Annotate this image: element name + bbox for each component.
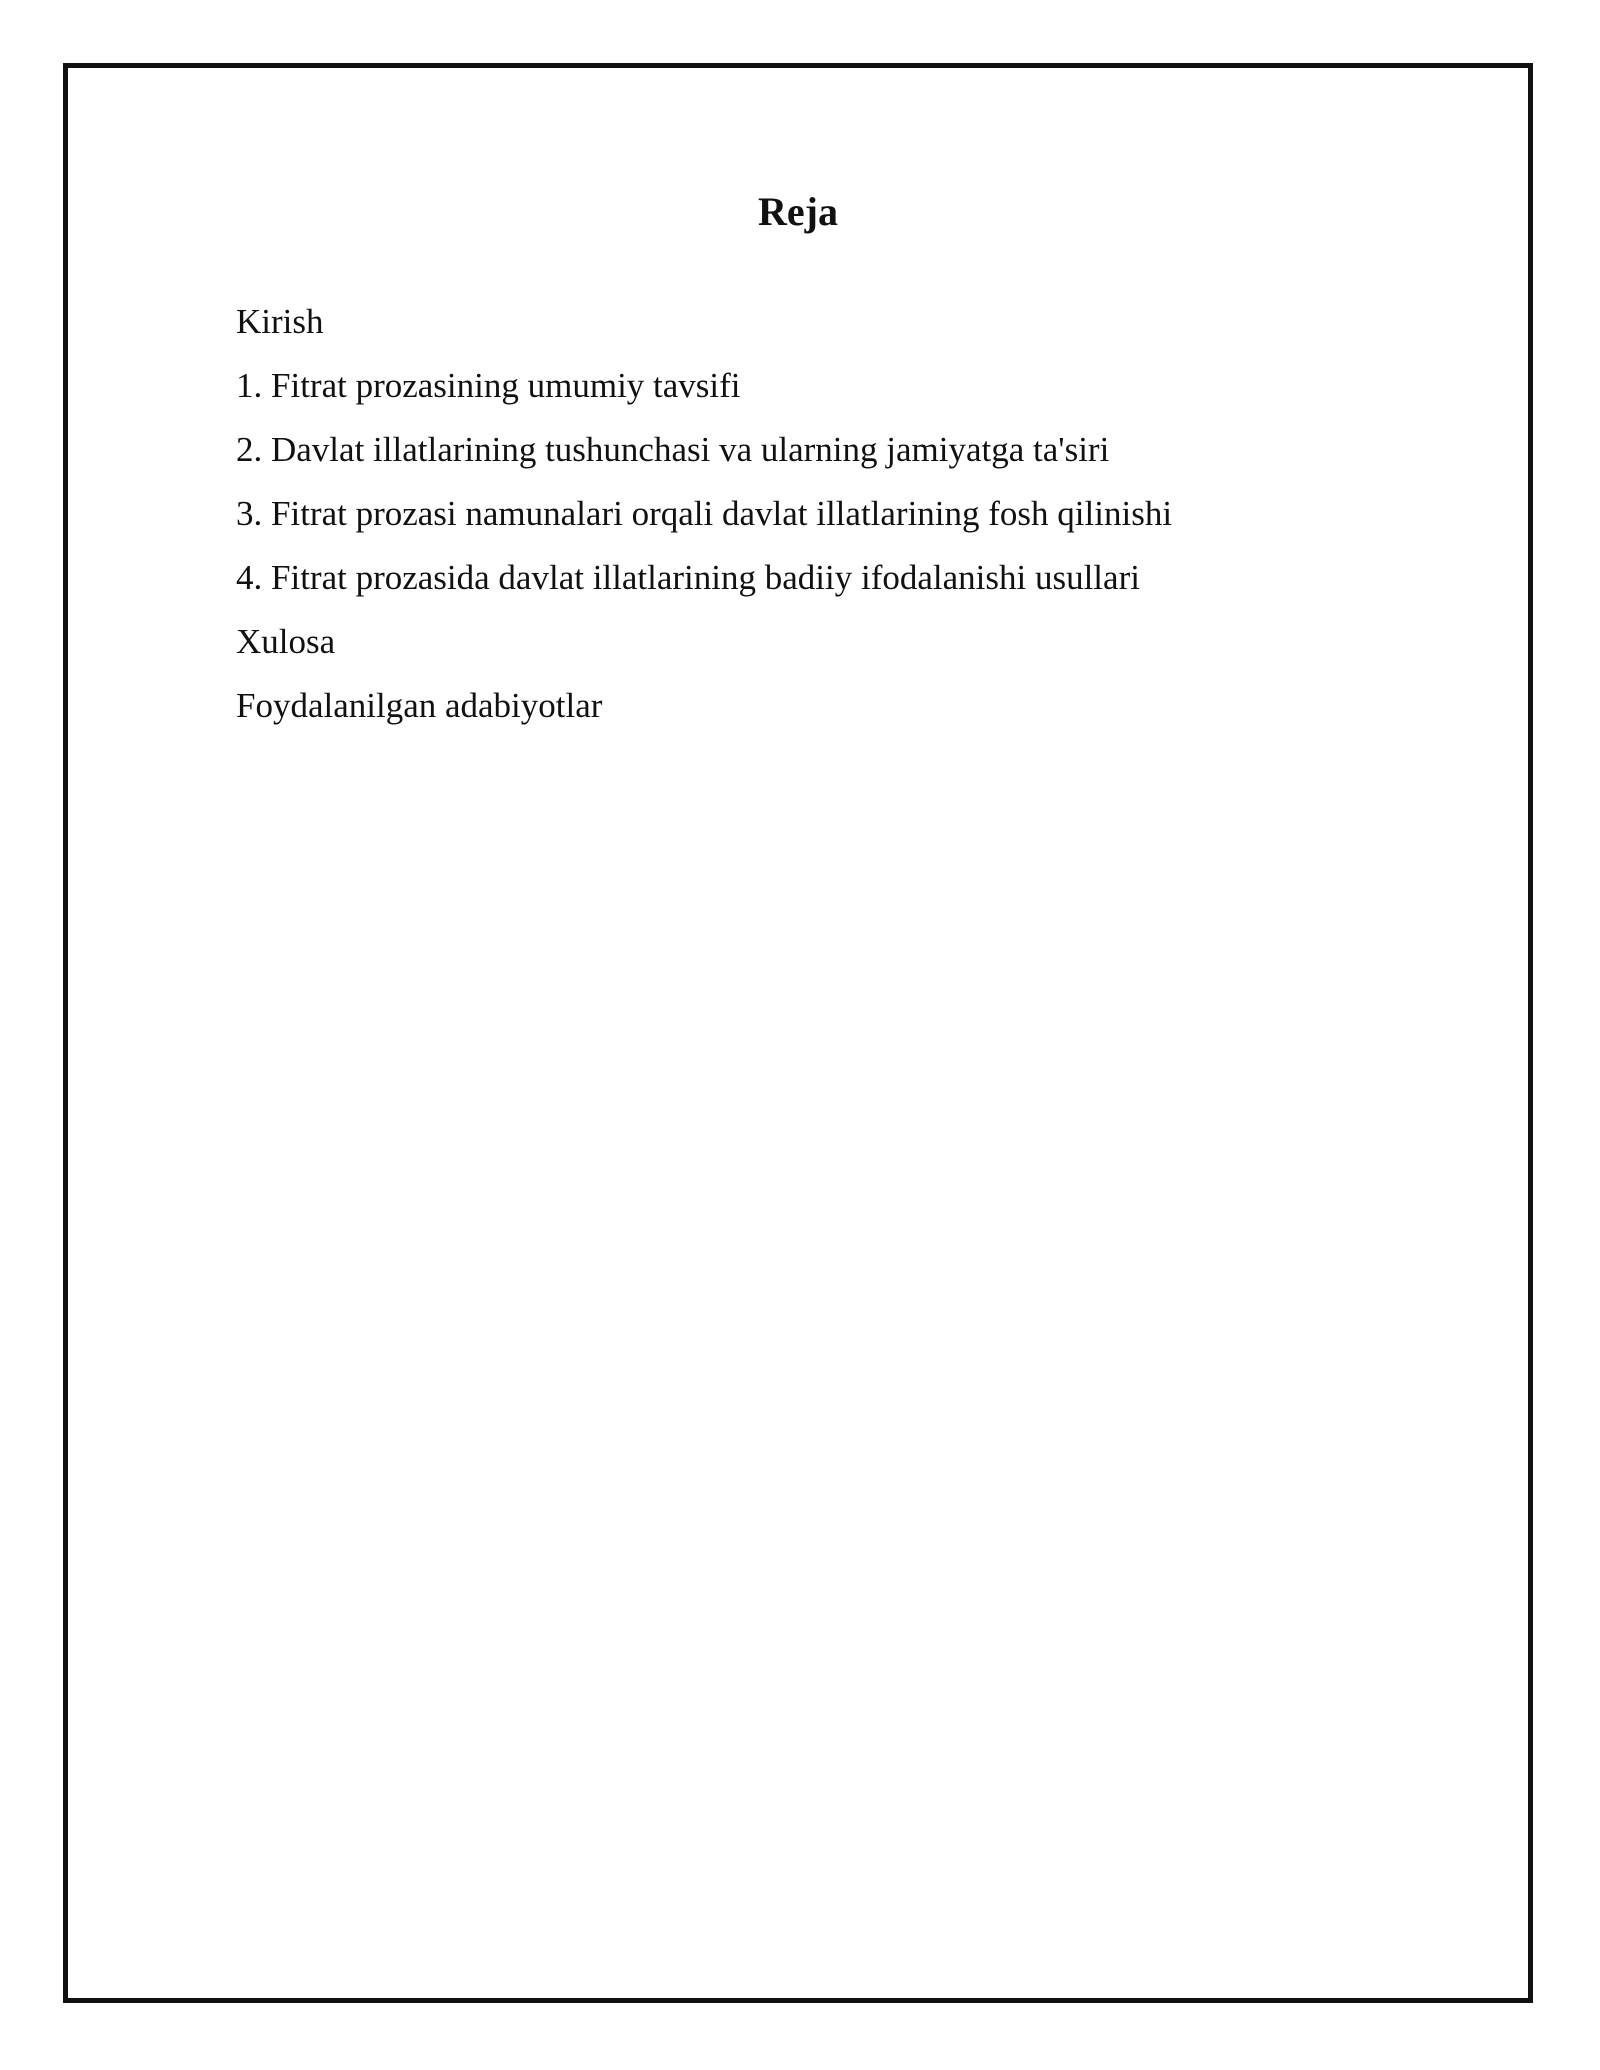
page-border-frame: [63, 63, 1533, 2003]
plan-item-4: 4. Fitrat prozasida davlat illatlarining badiiy ifodalanishi usullari: [236, 558, 1140, 597]
page-title: Reja: [758, 189, 838, 234]
plan-list: [236, 290, 1172, 738]
plan-item-1: 1. Fitrat prozasining umumiy tavsifi: [236, 366, 741, 405]
plan-item-introduction: Kirish: [236, 302, 324, 341]
plan-item-conclusion: Xulosa: [236, 622, 336, 661]
plan-item-2: 2. Davlat illatlarining tushunchasi va ularning jamiyatga ta'siri: [236, 430, 1110, 469]
plan-item-references: Foydalanilgan adabiyotlar: [236, 686, 603, 725]
plan-item-3: 3. Fitrat prozasi namunalari orqali davlat illatlarining fosh qilinishi: [236, 494, 1173, 533]
